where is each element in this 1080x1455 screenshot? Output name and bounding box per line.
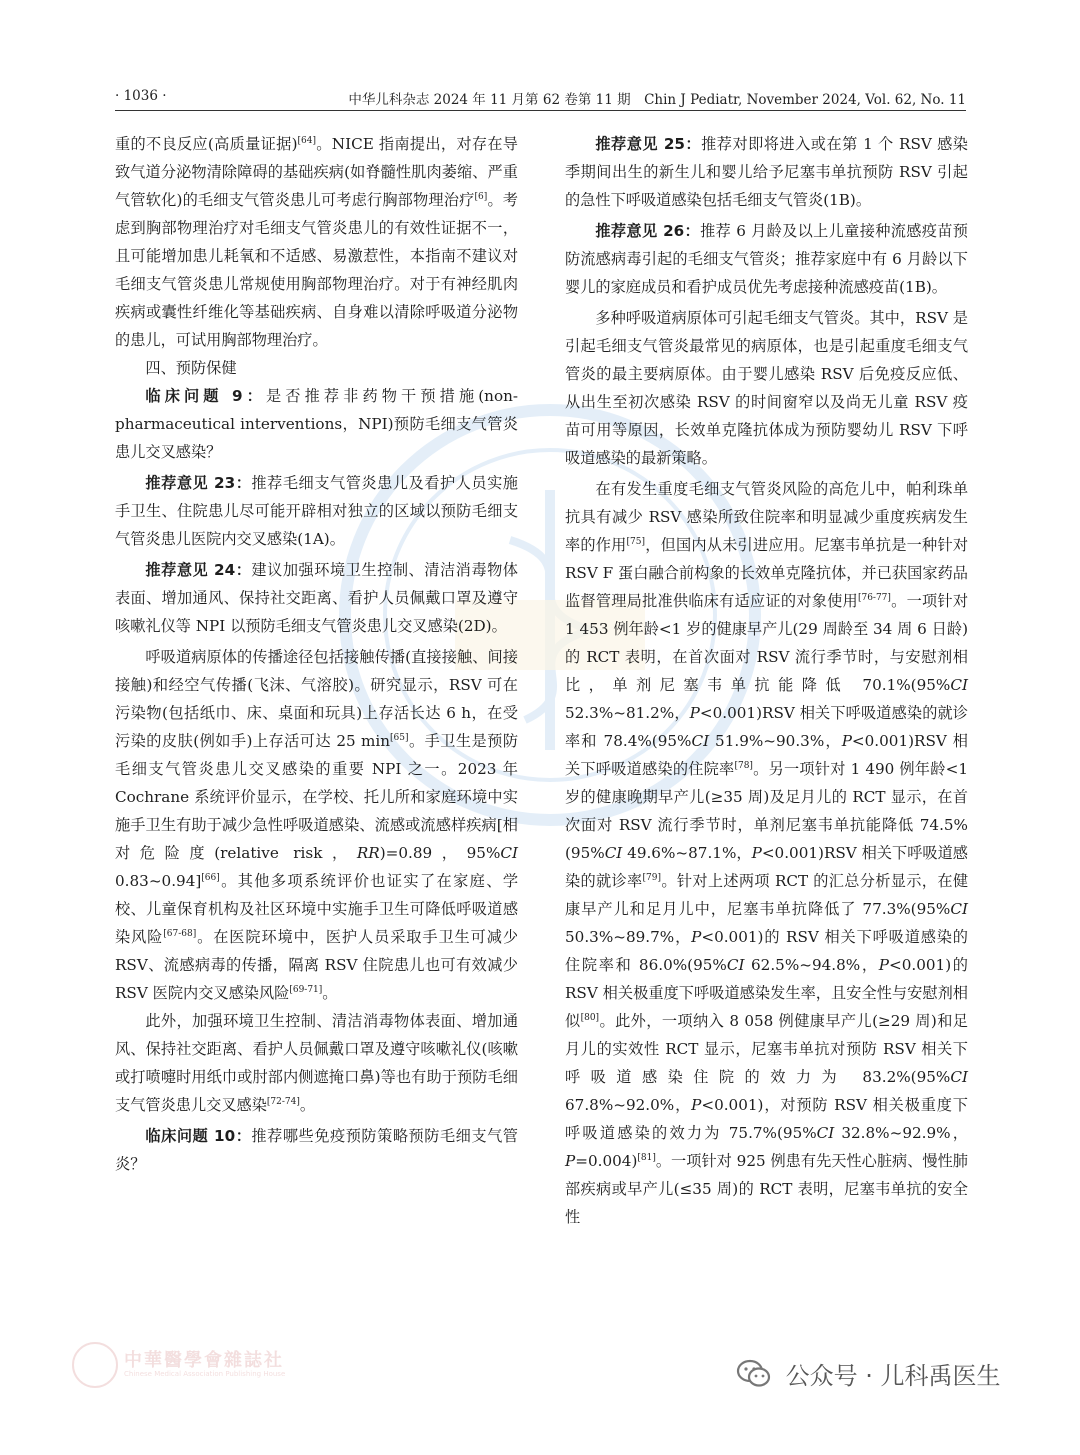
wechat-account-name: 公众号 · 儿科禹医生: [785, 1362, 1001, 1390]
right-column: [565, 130, 968, 1231]
paragraph: 多种呼吸道病原体可引起毛细支气管炎。其中，RSV 是引起毛细支气管炎最常见的病原体，也是引起重度毛细支气管炎的最主要病原体。由于婴儿感染 RSV 后免疫反应低、从出生至初次感染 RSV 的时间窗窄以及尚无儿童 RSV 疫苗可用等原因，长效单克隆抗体成为预防婴幼儿 RSV 下呼吸道感染的最新策略。: [565, 309, 968, 467]
publisher-watermark: [72, 1340, 492, 1390]
clinical-question-10: 临床问题 10：推荐哪些免疫预防策略预防毛细支气管炎？: [115, 1127, 518, 1173]
publisher-logo-icon: [72, 1342, 118, 1388]
clinical-question-9: 临床问题 9：是否推荐非药物干预措施(non-pharmaceutical interventions，NPI)预防毛细支气管炎患儿交叉感染？: [115, 387, 519, 461]
recommendation-25: 推荐意见 25：推荐对即将进入或在第 1 个 RSV 感染季期间出生的新生儿和婴儿给予尼塞韦单抗预防 RSV 引起的急性下呼吸道感染包括毛细支气管炎(1B)。: [565, 135, 968, 209]
recommendation-26: 推荐意见 26：推荐 6 月龄及以上儿童接种流感疫苗预防流感病毒引起的毛细支气管炎；推荐家庭中有 6 月龄以下婴儿的家庭成员和看护成员优先考虑接种流感疫苗(1B)。: [565, 222, 968, 296]
wechat-account-watermark: [736, 1356, 1001, 1400]
recommendation-24: 推荐意见 24：建议加强环境卫生控制、清洁消毒物体表面、增加通风、保持社交距离、看护人员佩戴口罩及遵守咳嗽礼仪等 NPI 以预防毛细支气管炎患儿交叉感染(2D)。: [115, 561, 518, 635]
journal-citation: 中华儿科杂志 2024 年 11 月第 62 卷第 11 期 Chin J Pediatr, November 2024, Vol. 62, No. 11: [348, 92, 966, 108]
wechat-icon: [736, 1359, 772, 1389]
left-column: [115, 130, 518, 1178]
publisher-name-en: Chinese Medical Association Publishing House: [124, 1370, 286, 1378]
paragraph: 重的不良反应(高质量证据)[64]。NICE 指南提出，对存在导致气道分泌物清除障碍的基础疾病(如脊髓性肌肉萎缩、严重气管软化)的毛细支气管炎患儿可考虑行胸部物理治疗[6]。考虑到胸部物理治疗对毛细支气管炎患儿的有效性证据不一，且可能增加患儿耗氧和不适感、易激惹性，本指南不建议对毛细支气管炎患儿常规使用胸部物理治疗。对于有神经肌肉疾病或囊性纤维化等基础疾病、自身难以清除呼吸道分泌物的患儿，可试用胸部物理治疗。: [115, 135, 518, 349]
recommendation-23: 推荐意见 23：推荐毛细支气管炎患儿及看护人员实施手卫生、住院患儿尽可能开辟相对独立的区域以预防毛细支气管炎患儿医院内交叉感染(1A)。: [115, 474, 518, 548]
page-number: · 1036 ·: [115, 88, 167, 104]
section-heading: 四、预防保健: [145, 359, 237, 377]
paragraph: 在有发生重度毛细支气管炎风险的高危儿中，帕利珠单抗具有减少 RSV 感染所致住院率和明显减少重度疾病发生率的作用[75]，但国内从未引进应用。尼塞韦单抗是一种针对 RSV F 蛋白融合前构象的长效单克隆抗体，并已获国家药品监督管理局批准供临床有适应证的对象使用[76-77]。一项针对 1 453 例年龄<1 岁的健康早产儿(29 周龄至 34 周 6 日龄)的 RCT 表明，在首次面对 RSV 流行季节时，与安慰剂相比，单剂尼塞韦单抗能降低 70.1%(95%CI 52.3%~81.2%，P<0.001)RSV 相关下呼吸道感染的就诊率和 78.4%(95%CI 51.9%~90.3%，P<0.001)RSV 相关下呼吸道感染的住院率[78]。另一项针对 1 490 例年龄<1 岁的健康晚期早产儿(≥35 周)及足月儿的 RCT 显示，在首次面对 RSV 流行季节时，单剂尼塞韦单抗能降低 74.5%(95%CI 49.6%~87.1%，P<0.001)RSV 相关下呼吸道感染的就诊率[79]。针对上述两项 RCT 的汇总分析显示，在健康早产儿和足月儿中，尼塞韦单抗降低了 77.3%(95%CI 50.3%~89.7%，P<0.001)的 RSV 相关下呼吸道感染的住院率和 86.0%(95%CI 62.5%~94.8%，P<0.001)的 RSV 相关极重度下呼吸道感染发生率，且安全性与安慰剂相似[80]。此外，一项纳入 8 058 例健康早产儿(≥29 周)和足月儿的实效性 RCT 显示，尼塞韦单抗对预防 RSV 相关下呼吸道感染住院的效力为 83.2%(95%CI 67.8%~92.0%，P<0.001)，对预防 RSV 相关极重度下呼吸道感染的效力为 75.7%(95%CI 32.8%~92.9%，P=0.004)[81]。一项针对 925 例患有先天性心脏病、慢性肺部疾病或早产儿(≤35 周)的 RCT 表明，尼塞韦单抗的安全性: [565, 480, 969, 1226]
publisher-name: 中華醫學會雜誌社: [124, 1350, 284, 1371]
paragraph: 此外，加强环境卫生控制、清洁消毒物体表面、增加通风、保持社交距离、看护人员佩戴口罩及遵守咳嗽礼仪(咳嗽或打喷嚏时用纸巾或肘部内侧遮掩口鼻)等也有助于预防毛细支气管炎患儿交叉感染[72-74]。: [115, 1012, 518, 1114]
paragraph: 呼吸道病原体的传播途径包括接触传播(直接接触、间接接触)和经空气传播(飞沫、气溶胶)。研究显示，RSV 可在污染物(包括纸巾、床、桌面和玩具)上存活长达 6 h，在受污染的皮肤(例如手)上存活可达 25 min[65]。手卫生是预防毛细支气管炎患儿交叉感染的重要 NPI 之一。2023 年 Cochrane 系统评价显示，在学校、托儿所和家庭环境中实施手卫生有助于减少急性呼吸道感染、流感或流感样疾病[相对危险度(relative risk，RR)=0.89，95%CI 0.83~0.94][66]。其他多项系统评价也证实了在家庭、学校、儿童保育机构及社区环境中实施手卫生可降低呼吸道感染风险[67-68]。在医院环境中，医护人员采取手卫生可减少 RSV、流感病毒的传播，隔离 RSV 住院患儿也可有效减少 RSV 医院内交叉感染风险[69-71]。: [115, 648, 519, 1002]
page-header: [115, 82, 966, 111]
